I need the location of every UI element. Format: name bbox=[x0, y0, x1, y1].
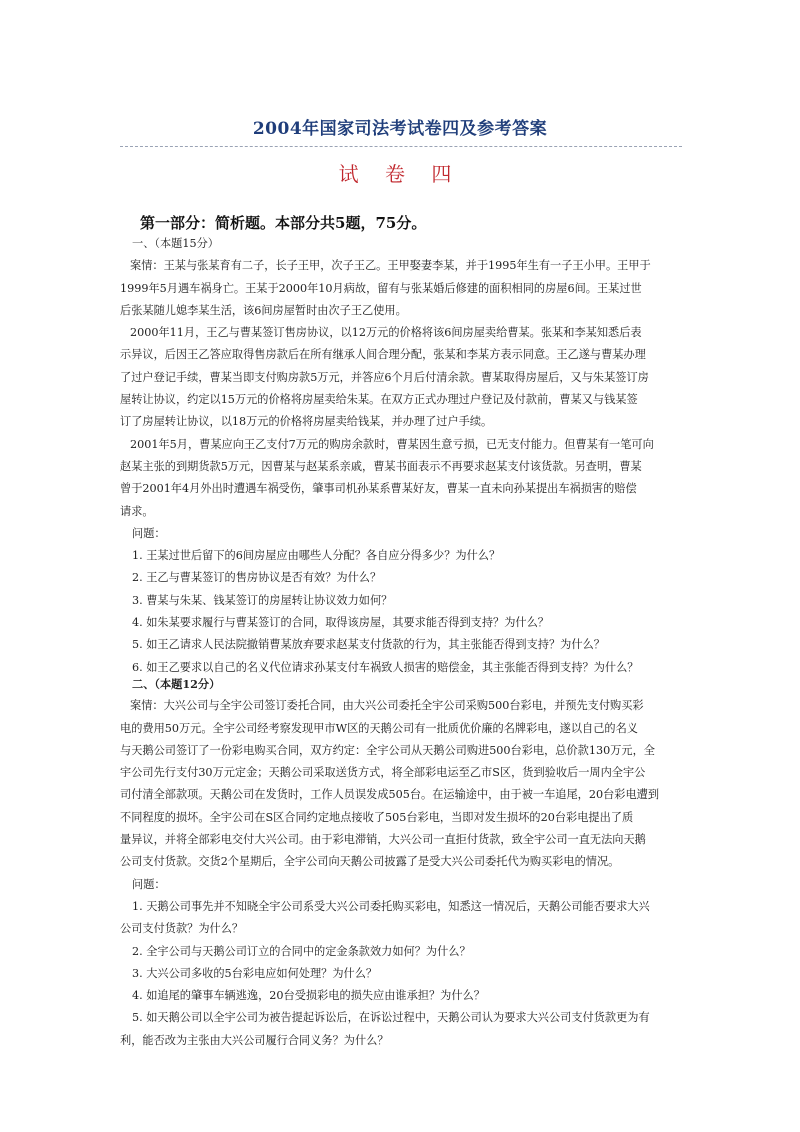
case-line: 2000年11月，王乙与曹某签订售房协议，以12万元的价格将该6间房屋卖给曹某。张某和李某知悉后表 bbox=[130, 326, 642, 340]
question-1-heading: 一、（本题15分） bbox=[132, 237, 219, 250]
question-item: 1. 王某过世后留下的6间房屋应由哪些人分配？各自应分得多少？为什么？ bbox=[132, 549, 501, 563]
question-1-section bbox=[120, 233, 685, 679]
case-line: 示异议，后因王乙答应取得售房款后在所有继承人间合理分配，张某和李某方表示同意。王乙遂与曹某办理 bbox=[120, 348, 646, 362]
case-line: 公司支付货款。交货2个星期后，全宇公司向天鹅公司披露了是受大兴公司委托代为购买彩电的情况。 bbox=[120, 855, 620, 869]
case-line: 案情：王某与张某育有二子，长子王甲，次子王乙。王甲娶妻李某，并于1995年生有一子王小甲。王甲于 bbox=[130, 259, 651, 273]
question-item: 3. 大兴公司多收的5台彩电应如何处理？为什么？ bbox=[132, 966, 378, 980]
question-item: 5. 如王乙请求人民法院撤销曹某放弃要求赵某支付货款的行为，其主张能否得到支持？为什么？ bbox=[132, 638, 605, 652]
question-item: 3. 曹某与朱某、钱某签订的房屋转让协议效力如何？ bbox=[132, 593, 393, 607]
case-line: 不同程度的损坏。全宇公司在S区合同约定地点接收了505台彩电，当即对发生损坏的20台彩电提出了质 bbox=[120, 810, 634, 824]
case-line: 案情：大兴公司与全宇公司签订委托合同，由大兴公司委托全宇公司采购500台彩电，并预先支付购买彩 bbox=[130, 699, 644, 713]
case-line: 订了房屋转让协议，以18万元的价格将房屋卖给钱某，并办理了过户手续。 bbox=[120, 415, 493, 429]
question-item: 5. 如天鹅公司以全宇公司为被告提起诉讼后，在诉讼过程中，天鹅公司认为要求大兴公司支付货款更为有 bbox=[132, 1011, 650, 1025]
case-line: 曾于2001年4月外出时遭遇车祸受伤，肇事司机孙某系曹某好友，曹某一直未向孙某提出车祸损害的赔偿 bbox=[120, 482, 637, 496]
case-line: 了过户登记手续，曹某当即支付购房款5万元，并答应6个月后付清余款。曹某取得房屋后，又与朱某签订房 bbox=[120, 370, 649, 384]
question-item: 2. 全宇公司与天鹅公司订立的合同中的定金条款效力如何？为什么？ bbox=[132, 944, 471, 958]
question-item: 4. 如追尾的肇事车辆逃逸，20台受损彩电的损失应由谁承担？为什么？ bbox=[132, 989, 485, 1003]
question-item-continued: 公司支付货款？为什么？ bbox=[120, 922, 244, 936]
case-line: 电的费用50万元。全宇公司经考察发现甲市W区的天鹅公司有一批质优价廉的名牌彩电，遂以自己的名义 bbox=[120, 721, 638, 735]
document-subtitle: 试 卷 四 bbox=[338, 162, 462, 186]
case-line: 1999年5月遇车祸身亡。王某于2000年10月病故，留有与张某婚后修建的面积相同的房屋6间。王某过世 bbox=[120, 281, 642, 295]
question-item: 6. 如王乙要求以自己的名义代位请求孙某支付车祸致人损害的赔偿金，其主张能否得到支持？为什么？ bbox=[132, 660, 639, 674]
case-line: 司付清全部款项。天鹅公司在发货时，工作人员误发成505台。在运输途中，由于被一车追尾，20台彩电遭到 bbox=[120, 788, 660, 802]
case-line: 宇公司先行支付30万元定金；天鹅公司采取送货方式，将全部彩电运至乙市S区，货到验收后一周内全宇公 bbox=[120, 766, 646, 780]
case-line: 赵某主张的到期货款5万元，因曹某与赵某系亲戚，曹某书面表示不再要求赵某支付该货款。另查明，曹某 bbox=[120, 459, 642, 473]
document-title: 2004年国家司法考试卷四及参考答案 bbox=[252, 119, 548, 139]
questions-label: 问题： bbox=[132, 877, 166, 891]
case-line: 量异议，并将全部彩电交付大兴公司。由于彩电滞销，大兴公司一直拒付货款，致全宇公司一直无法向天鹅 bbox=[120, 833, 646, 847]
question-item: 1. 天鹅公司事先并不知晓全宇公司系受大兴公司委托购买彩电，知悉这一情况后，天鹅公司能否要求大兴 bbox=[132, 899, 650, 913]
title-divider bbox=[120, 146, 682, 147]
part-heading: 第一部分：简析题。本部分共5题，75分。 bbox=[140, 214, 427, 232]
question-item: 4. 如朱某要求履行与曹某签订的合同，取得该房屋，其要求能否得到支持？为什么？ bbox=[132, 616, 549, 630]
case-paragraph-2 bbox=[120, 322, 685, 433]
case-line: 后张某随儿媳李某生活，该6间房屋暂时由次子王乙使用。 bbox=[120, 303, 407, 317]
questions-label: 问题： bbox=[132, 526, 166, 540]
case-paragraph-1 bbox=[120, 255, 685, 322]
question-item-continued: 利，能否改为主张由大兴公司履行合同义务？为什么？ bbox=[120, 1033, 389, 1047]
case-paragraph bbox=[120, 695, 685, 873]
question-item: 2. 王乙与曹某签订的售房协议是否有效？为什么？ bbox=[132, 571, 382, 585]
case-line: 请求。 bbox=[120, 504, 154, 518]
case-line: 与天鹅公司签订了一份彩电购买合同，双方约定：全宇公司从天鹅公司购进500台彩电，总价款130万元，全 bbox=[120, 743, 655, 757]
question-2-section bbox=[120, 673, 685, 1052]
case-line: 屋转让协议，约定以15万元的价格将房屋卖给朱某。在双方正式办理过户登记及付款前，曹某又与钱某签 bbox=[120, 393, 638, 407]
question-2-heading: 二、（本题12分） bbox=[132, 677, 221, 691]
case-line: 2001年5月，曹某应向王乙支付7万元的购房余款时，曹某因生意亏损，已无支付能力。但曹某有一笔可向 bbox=[130, 437, 654, 451]
case-paragraph-3 bbox=[120, 434, 685, 523]
